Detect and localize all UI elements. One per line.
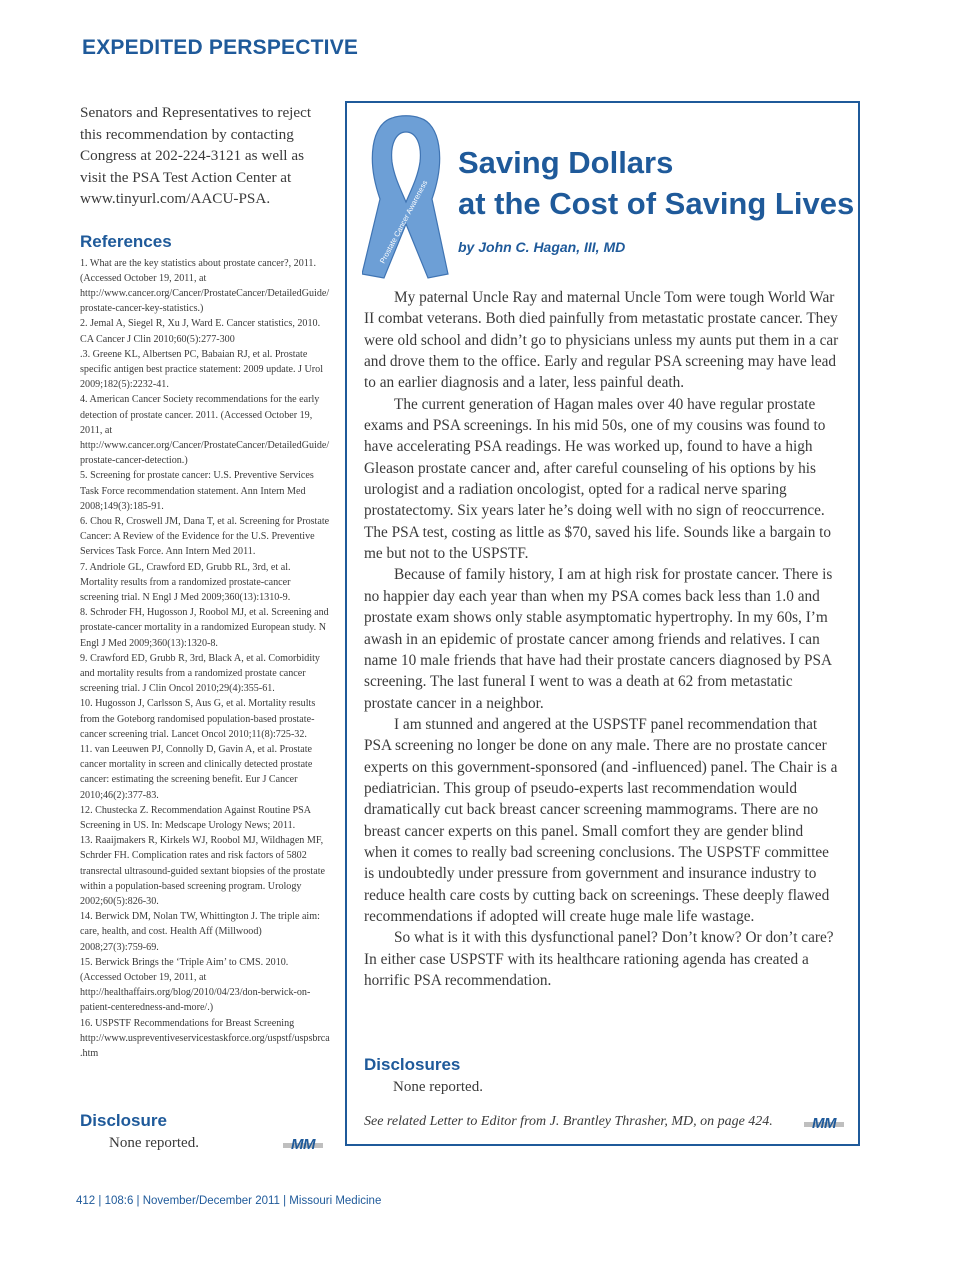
- disclosures-heading: Disclosures: [364, 1055, 461, 1074]
- disclosures-text: None reported.: [393, 1079, 483, 1095]
- related-note: See related Letter to Editor from J. Brantley Thrasher, MD, on page 424.: [364, 1114, 773, 1129]
- section-label: EXPEDITED PERSPECTIVE: [82, 36, 359, 59]
- reference-item: 8. Schroder FH, Hugosson J, Roobol MJ, et al. Screening and prostate-cancer mortality in a randomized European study. N Engl J Med 2009;360(13):1320-8.: [80, 607, 329, 649]
- reference-item: 13. Raaijmakers R, Kirkels WJ, Roobol MJ, Wildhagen MF, Schrder FH. Complication rates and risk factors of 5802 transrectal ultrasound-guided sextant biopsies of the prostate within a population-based screening program. Urology 2002;60(5):826-30.: [80, 835, 325, 908]
- reference-item: 15. Berwick Brings the ‘Triple Aim’ to CMS. 2010. (Accessed October 19, 2011, at http://healthaffairs.org/blog/2010/04/23/don-berwick-on-patient-centeredness-and-more/.): [80, 956, 311, 1014]
- byline: by John C. Hagan, III, MD: [458, 239, 626, 255]
- mm-logo-left: MM: [283, 1136, 323, 1153]
- title-line-1: Saving Dollars: [458, 145, 674, 180]
- awareness-ribbon-icon: [362, 114, 450, 282]
- intro-text: Senators and Representatives to reject this recommendation by contacting Congress at 202-224-3121 as well as visit the PSA Test Action Center at www.tinyurl.com/AACU-PSA.: [80, 104, 312, 207]
- reference-item: 12. Chustecka Z. Recommendation Against Routine PSA Screening in US. In: Medscape Urology News; 2011.: [80, 804, 311, 832]
- ribbon-text: Prostate Cancer Awareness: [377, 178, 430, 265]
- paragraph: My paternal Uncle Ray and maternal Uncle Tom were tough World War II combat veterans. Both died painfully from metastatic prostate cancer. They were old school and didn’t go to physicians unless my aunts put them in a car and drove them to the office. Early and regular PSA screening may have lead to an earlier diagnosis and a later, less painful death.: [364, 289, 839, 392]
- reference-item: 6. Chou R, Croswell JM, Dana T, et al. Screening for Prostate Cancer: A Review of the Evidence for the U.S. Preventive Services Task Force. Ann Intern Med 2011.: [80, 515, 330, 558]
- reference-item: 14. Berwick DM, Nolan TW, Whittington J. The triple aim: care, health, and cost. Health Aff (Millwood) 2008;27(3):759-69.: [80, 911, 320, 953]
- disclosure-heading: Disclosure: [80, 1111, 167, 1130]
- reference-item: 16. USPSTF Recommendations for Breast Screening http://www.uspreventiveservicestaskforce.org/uspstf/uspsbrca.htm: [80, 1017, 330, 1060]
- reference-item: 2. Jemal A, Siegel R, Xu J, Ward E. Cancer statistics, 2010. CA Cancer J Clin 2010;60(5):277-300: [80, 318, 321, 345]
- paragraph: I am stunned and angered at the USPSTF panel recommendation that PSA screening no longer be done on any male. There are no prostate cancer experts on this government-sponsored (and -influenced) panel. The Chair is a pediatrician. This group of pseudo-experts last recommendation would dramatically cut back breast cancer screening mammograms. There are no breast cancer experts on this panel. Small comfort they are gender blind when it comes to really bad screening conclusions. The USPSTF committee is undoubtedly under pressure from government and insurance industry to reduce health care costs by cutting back on screenings. These deeply flawed recommendations if adopted will create huge male life wastage.: [364, 715, 838, 925]
- reference-item: 11. van Leeuwen PJ, Connolly D, Gavin A, et al. Prostate cancer mortality in screen and clinically detected prostate cancer: estimating the screening benefit. Eur J Cancer 2010;46(2):377-83.: [80, 744, 313, 801]
- mm-logo-right: MM: [804, 1115, 844, 1132]
- paragraph: So what is it with this dysfunctional panel? Don’t know? Or don’t care? In either case USPSTF with its healthcare rationing agenda has created a horrific PSA recommendation.: [364, 929, 834, 989]
- reference-item: 9. Crawford ED, Grubb R, 3rd, Black A, et al. Comorbidity and mortality results from a randomized prostate cancer screening trial. J Clin Oncol 2010;29(4):355-61.: [80, 652, 320, 695]
- reference-item: 7. Andriole GL, Crawford ED, Grubb RL, 3rd, et al. Mortality results from a randomized prostate-cancer screening trial. N Engl J Med 2009;360(13):1310-9.: [80, 561, 291, 603]
- references-heading: References: [80, 231, 172, 251]
- title-line-2: at the Cost of Saving Lives: [458, 186, 855, 221]
- references-list: [80, 256, 330, 1062]
- reference-item: 1. What are the key statistics about prostate cancer?, 2011. (Accessed October 19, 2011, at http://www.cancer.org/Cancer/ProstateCancer/DetailedGuide/prostate-cancer-key-statistics.): [80, 257, 330, 315]
- reference-item: .3. Greene KL, Albertsen PC, Babaian RJ, et al. Prostate specific antigen best practice statement: 2009 update. J Urol 2009;182(5):2232-41.: [80, 348, 324, 391]
- page-footer: 412 | 108:6 | November/December 2011 | Missouri Medicine: [76, 1195, 382, 1207]
- article-body: [364, 287, 839, 991]
- reference-item: 10. Hugosson J, Carlsson S, Aus G, et al. Mortality results from the Goteborg randomised population-based prostate-cancer screening trial. Lancet Oncol 2010;11(8):725-32.: [80, 698, 316, 740]
- reference-item: 5. Screening for prostate cancer: U.S. Preventive Services Task Force recommendation statement. Ann Intern Med 2008;149(3):185-91.: [80, 470, 314, 512]
- reference-item: 4. American Cancer Society recommendations for the early detection of prostate cancer. 2011. (Accessed October 19, 2011, at http://www.cancer.org/Cancer/ProstateCancer/DetailedGuide/prostate-cancer-detection.): [80, 394, 330, 467]
- paragraph: Because of family history, I am at high risk for prostate cancer. There is no happier day each year than when my PSA comes back less than 1.0 and prostate exam shows only stable asymptomatic hypertrophy. In my 60s, I’m awash in an epidemic of prostate cancer among friends and relatives. I can name 10 male friends that have had their prostate cancers diagnosed by PSA screening. The last funeral I went to was a death at 62 from metastatic prostate cancer in a neighbor.: [364, 566, 833, 712]
- left-column: [80, 102, 330, 1061]
- article-title: [458, 142, 858, 224]
- paragraph: The current generation of Hagan males over 40 have regular prostate exams and PSA screenings. In his mid 50s, one of my cousins was found to have accelerating PSA readings. He was worked up, found to have a high Gleason prostate cancer and, after careful counseling of his options by his urologist and a radiation oncologist, opted for a radical nerve sparing prostatectomy. Six years later he’s doing well with no sign of reoccurrence. The PSA test, costing as little as $70, saved his life. Sounds like a bargain to me but not to the USPSTF.: [364, 395, 832, 563]
- disclosure-text: None reported.: [109, 1135, 199, 1151]
